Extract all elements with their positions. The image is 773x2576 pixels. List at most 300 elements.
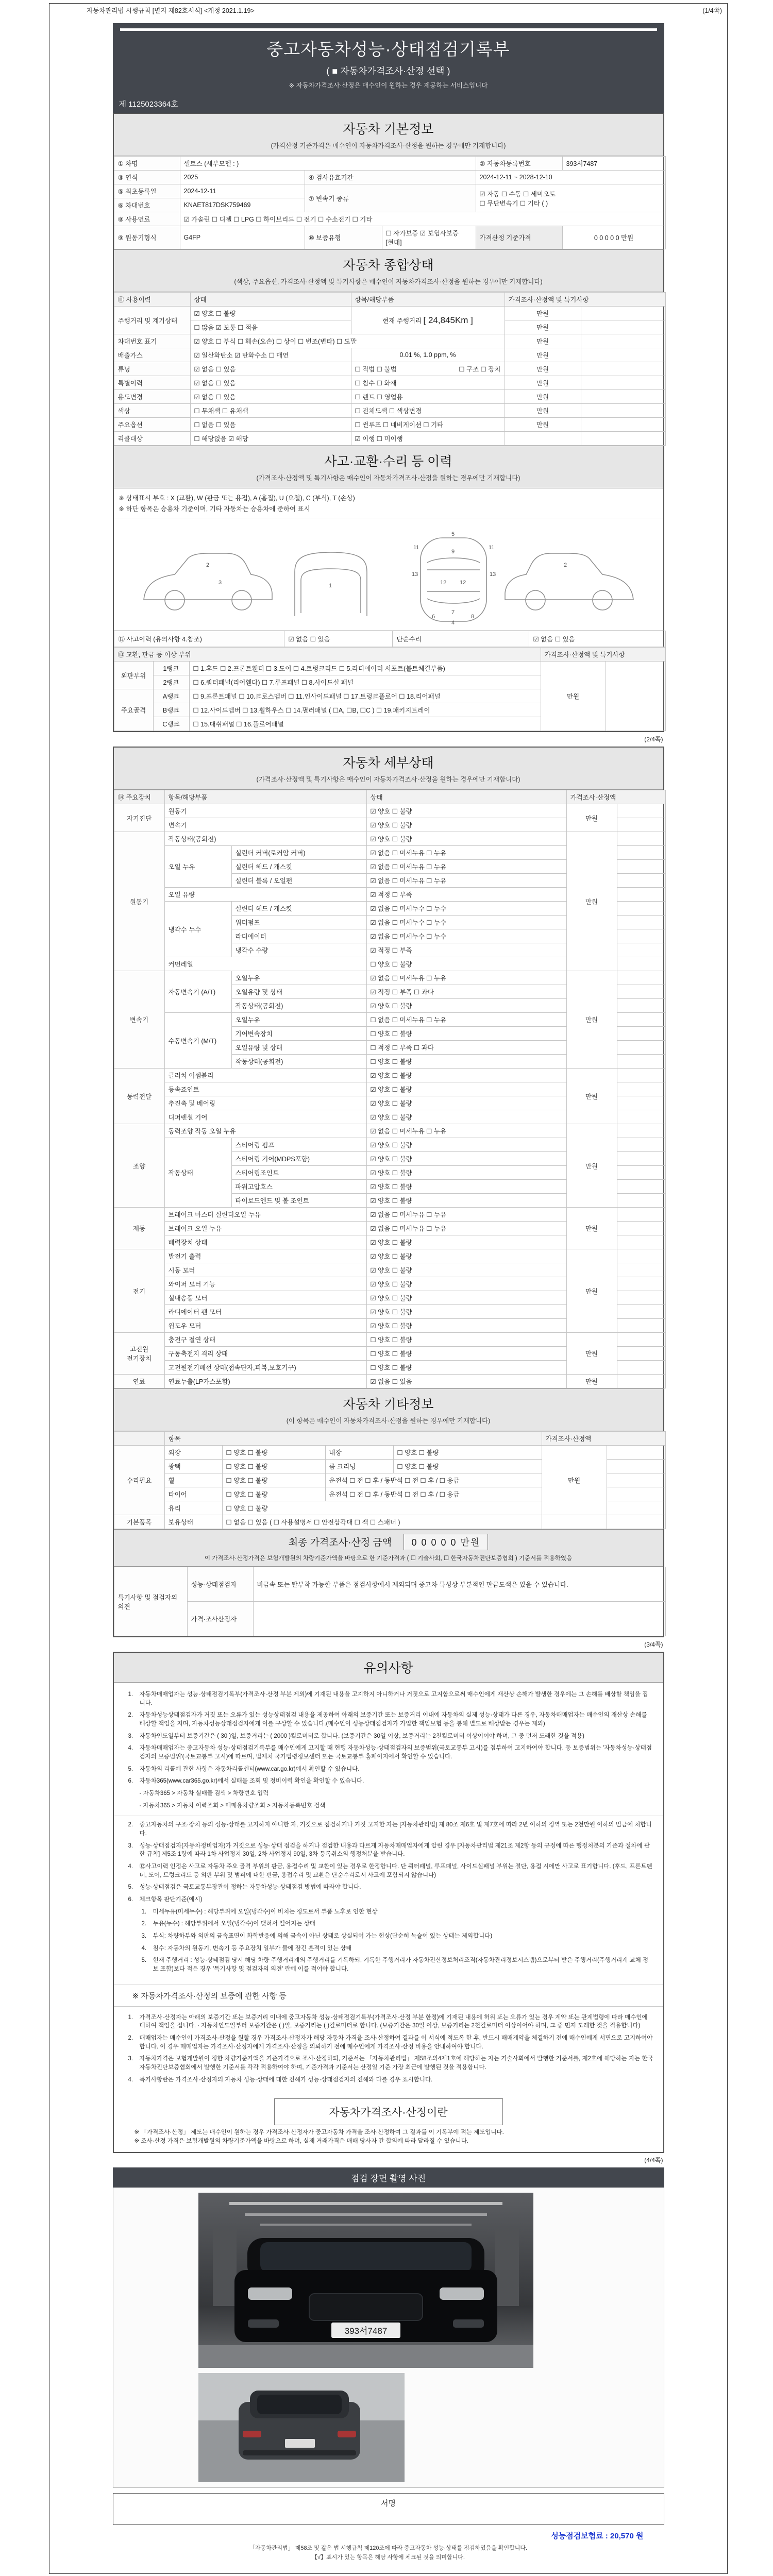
notice-block bbox=[113, 1652, 664, 2153]
notice-item-text: 자동차365(www.car365.go.kr)에서 실매물 조회 및 정비이력 확인을 확인할 수 있습니다. bbox=[139, 1778, 364, 1785]
fuel-value: ☑ 가솔린 ☐ 디젤 ☐ LPG ☐ 하이브리드 ☐ 전기 ☐ 수소전기 ☐ 기타 bbox=[180, 212, 665, 226]
inspection-photo-rear bbox=[198, 2373, 405, 2482]
footer-line-1: 「자동차관리법」 제58조 및 같은 법 시행규칙 제120조에 따라 중고자동차 성능·상태를 점검하였음을 확인합니다. bbox=[249, 2545, 528, 2551]
first-registration-value: 2024-12-11 bbox=[180, 184, 305, 198]
item-label: 외장 bbox=[164, 1446, 222, 1460]
accident-header bbox=[114, 446, 663, 488]
state-cell: ☑ 없음 ☐ 미세누유 ☐ 누유 bbox=[366, 1222, 566, 1235]
exchange-amount-header: 가격조사·산정액 및 특기사항 bbox=[541, 648, 665, 662]
remark-cell bbox=[607, 1515, 665, 1529]
notice-item-number bbox=[128, 1789, 140, 1798]
col-header: 가격조사·산정액 및 특기사항 bbox=[505, 293, 665, 307]
remark-cell bbox=[617, 846, 665, 860]
state-cell: ☑ 양호 ☐ 불량 bbox=[366, 1082, 566, 1096]
notice-item-number: 1. bbox=[141, 1908, 147, 1915]
svg-text:11: 11 bbox=[488, 545, 494, 551]
detail-row bbox=[114, 1069, 665, 1082]
item-label: 등속죠인트 bbox=[164, 1082, 366, 1096]
state-cell: ☐ 양호 ☐ 불량 bbox=[366, 1333, 566, 1347]
notice-item-text: 현재 주행거리 : 성능·상태점검 당시 해당 차량 주행거리계의 주행거리를 기록하되, 기록한 주행거리가 자동차전산정보처리조직(자동차관리정보시스템)으로부터 받은 주행거리(주행거리계 교체 정보 포함)보다 적은 경우 '특기사항 및 점검자의 의견' 란에 이를 적어야 합니다. bbox=[153, 1957, 649, 1973]
group-label: 원동기 bbox=[114, 832, 164, 971]
svg-text:7: 7 bbox=[451, 609, 455, 616]
tuning-legal: ☐ 적법 ☐ 불법 bbox=[355, 366, 397, 373]
remark-cell bbox=[617, 1305, 665, 1319]
state-cell: ☑ 없음 ☐ 미세누유 ☐ 누유 bbox=[366, 874, 566, 888]
notice-item-number: 2. bbox=[128, 2035, 133, 2042]
svg-text:4: 4 bbox=[451, 620, 455, 625]
inspector-label: 성능·상태점검자 bbox=[187, 1567, 253, 1602]
remark-cell bbox=[581, 390, 665, 404]
remark-cell bbox=[581, 404, 665, 418]
amount-cell: 만원 bbox=[542, 1446, 607, 1515]
document-title: 중고자동차성능·상태점검기록부 bbox=[266, 40, 510, 59]
remark-cell bbox=[607, 1473, 665, 1487]
detail-row bbox=[114, 832, 665, 846]
notice-item-text: 성능·상태점검자(자동차정비업자)가 거짓으로 성능·상태 점검을 하거나 점검한 내용과 다르게 자동차매매업자에게 알린 경우 [자동차관리법 제21조 제2항 등의 규정에 따른 행정처분의 기준과 절차에 관한 규칙] 제5조 1항에 따라 1차 사업정지 30일, 2차 사업정지 90일, 3차 등록취소의 행정처분을 받습니다. bbox=[139, 1842, 650, 1858]
notice-item-number: 3. bbox=[128, 1842, 133, 1849]
inspection-period-value: 2024-12-11 ~ 2028-12-10 bbox=[476, 171, 665, 184]
remark-cell bbox=[617, 804, 665, 818]
etc-note: (이 항목은 매수인이 자동차가격조사·산정을 원하는 경우에만 기재합니다) bbox=[286, 1417, 491, 1425]
notice-item-number: 3. bbox=[128, 1733, 133, 1739]
rank-label: B랭크 bbox=[153, 703, 189, 717]
mileage-value: [ 24,845Km ] bbox=[423, 315, 473, 325]
state-cell: ☐ 양호 ☐ 불량 bbox=[366, 1055, 566, 1069]
remark-cell bbox=[581, 307, 665, 320]
group-label: 자기진단 bbox=[114, 804, 164, 832]
state-cell: ☑ 없음 ☐ 미세누유 ☐ 누유 bbox=[366, 971, 566, 985]
item-label: 디퍼렌셜 기어 bbox=[164, 1110, 366, 1124]
item-label: 오일누유 bbox=[231, 971, 366, 985]
panel-items: ☐ 12.사이드멤버 ☐ 13.휠하우스 ☐ 14.필러패널 ( ☐A, ☐B, ☐C ) ☐ 19.패키지트레이 bbox=[189, 703, 541, 717]
remark-cell bbox=[617, 1027, 665, 1041]
state-cell: ☑ 없음 ☐ 미세누유 ☐ 누유 bbox=[366, 1208, 566, 1222]
row-label: 주요옵션 bbox=[114, 418, 190, 432]
remark-cell bbox=[617, 1319, 665, 1333]
state-cell: ☑ 양호 ☐ 불량 bbox=[366, 804, 566, 818]
inspection-photo-front bbox=[198, 2193, 533, 2368]
simple-repair-value: ☑ 없음 ☐ 있음 bbox=[529, 631, 665, 647]
state-cell: ☑ 적정 ☐ 부족 ☐ 과다 bbox=[366, 985, 566, 999]
remark-cell bbox=[581, 418, 665, 432]
item-label: 실린더 헤드 / 개스킷 bbox=[231, 902, 366, 916]
title-stripe bbox=[120, 28, 657, 31]
amount-cell: 만원 bbox=[505, 307, 581, 320]
amount-cell: 만원 bbox=[566, 1375, 617, 1388]
field-label: ⑥ 차대번호 bbox=[114, 198, 180, 212]
svg-text:12: 12 bbox=[459, 580, 466, 586]
accident-history-table bbox=[114, 631, 666, 647]
license-plate-text: 393서7487 bbox=[344, 2326, 387, 2336]
notice-item-text: 중고자동차의 구조·장치 등의 성능·상태를 고지하지 아니한 자, 거짓으로 점검하거나 거짓 고지한 자는 [자동차관리법] 제 80조 제6호 및 제7호에 따라 2년 이하의 징역 또는 2천만원 이하의 벌금에 처합니다. bbox=[139, 1822, 652, 1837]
item-label: 추진축 및 베어링 bbox=[164, 1096, 366, 1110]
remark-cell bbox=[617, 1263, 665, 1277]
item-label: 브레이크 마스터 실린더오일 누유 bbox=[164, 1208, 366, 1222]
item-label: 파워고압호스 bbox=[231, 1180, 366, 1194]
state-cell: ☐ 없음 ☐ 있음 ( ☐ 사용설명서 ☐ 안전삼각대 ☐ 잭 ☐ 스패너 ) bbox=[222, 1515, 542, 1529]
notice-item-number: 4. bbox=[128, 2076, 133, 2083]
state-cell: ☐ 양호 ☐ 불량 bbox=[222, 1446, 325, 1460]
state-cell: ☐ 적정 ☐ 부족 ☐ 과다 bbox=[366, 1041, 566, 1055]
field-label: ⑧ 사용연료 bbox=[114, 212, 180, 226]
state-cell: ☑ 일산화탄소 ☑ 탄화수소 ☐ 매연 bbox=[190, 348, 351, 362]
item-label: 라디에이터 bbox=[231, 929, 366, 943]
notice-item bbox=[128, 2013, 654, 2030]
remark-cell bbox=[607, 1460, 665, 1473]
table-row bbox=[114, 390, 665, 404]
table-header-row bbox=[114, 293, 665, 307]
state-cell: ☑ 없음 ☐ 미세누유 ☐ 누유 bbox=[366, 846, 566, 860]
remark-cell bbox=[581, 432, 665, 446]
overall-note: (색상, 주요옵션, 가격조사·산정액 및 특기사항은 매수인이 자동차가격조사·산정을 원하는 경우에만 기재합니다) bbox=[234, 278, 543, 285]
row-label: 튜닝 bbox=[114, 362, 190, 376]
notice-item-text: - 자동차365 > 자동차 실매물 검색 > 차량번호 입력 bbox=[139, 1790, 269, 1797]
field-label: ④ 검사유효기간 bbox=[305, 171, 476, 184]
notice-item bbox=[128, 1883, 654, 1892]
table-row bbox=[114, 432, 665, 446]
table-header-row bbox=[114, 790, 665, 804]
state-code-legend bbox=[114, 488, 663, 518]
col-header: 항목/해당부품 bbox=[164, 790, 366, 804]
notice-item-text: 가격조사·산정자는 아래의 보증기간 또는 보증거리 이내에 중고자동차 성능·상태점검기록부(가격조사·산정 부분 한정)에 기재된 내용에 허위 또는 오류가 있는 경우 계약 또는 관계법령에 따라 매수인에 대하여 책임을 집니다. · 자동차인도일부터 보증기간은 ( )일, 보증거리는 ( )킬로미터로 합니다. (보증기간은 30일 이상, 보증거리는 2천킬로미터 이상이어야 하며, 그 중 먼저 도래한 것을 적용합니다) bbox=[139, 2014, 648, 2029]
exchange-table bbox=[114, 647, 666, 731]
amount-cell: 만원 bbox=[505, 320, 581, 334]
row-label: 배출가스 bbox=[114, 348, 190, 362]
state-cell: ☑ 양호 ☐ 불량 bbox=[366, 1180, 566, 1194]
item-cell: ☐ 렌트 ☐ 영업용 bbox=[351, 390, 505, 404]
accident-note: (가격조사·산정액 및 특기사항은 매수인이 자동차가격조사·산정을 원하는 경우에만 기재합니다) bbox=[256, 474, 520, 482]
table-row bbox=[114, 1446, 665, 1460]
item-label: 내장 bbox=[325, 1446, 393, 1460]
svg-text:2: 2 bbox=[563, 562, 567, 568]
state-cell: ☑ 양호 ☐ 불량 bbox=[366, 1194, 566, 1208]
overall-table bbox=[114, 292, 666, 446]
transmission-options-1: ☑ 자동 ☐ 수동 ☐ 세미오토 bbox=[479, 190, 556, 198]
detail-note: (가격조사·산정액 및 특기사항은 매수인이 자동차가격조사·산정을 원하는 경우에만 기재합니다) bbox=[256, 776, 520, 783]
rank-label: A랭크 bbox=[153, 689, 189, 703]
item-label: 커먼레일 bbox=[164, 957, 366, 971]
remark-cell bbox=[606, 662, 665, 731]
state-cell: ☑ 없음 ☐ 있음 bbox=[366, 1375, 566, 1388]
remark-cell bbox=[617, 1375, 665, 1388]
table-row bbox=[114, 662, 665, 675]
remark-cell bbox=[617, 1235, 665, 1249]
notice-header bbox=[114, 1653, 663, 1683]
notice-item bbox=[128, 1842, 654, 1859]
notice-item-number bbox=[128, 1802, 140, 1810]
remark-cell bbox=[617, 1166, 665, 1180]
remark-cell bbox=[607, 1487, 665, 1501]
remark-cell bbox=[617, 1055, 665, 1069]
field-label: ⑦ 변속기 종류 bbox=[305, 184, 476, 212]
item-label: 시동 모터 bbox=[164, 1263, 366, 1277]
pricing-note-1: ※ 「가격조사·산정」 제도는 매수인이 원하는 경우 가격조사·산정자가 중고자동차 가격을 조사·산정하여 그 결과를 이 기록부에 적는 제도입니다. bbox=[134, 2129, 504, 2136]
state-cell: ☑ 적정 ☐ 부족 bbox=[366, 943, 566, 957]
notice-item-text: 매매업자는 매수인이 가격조사·산정을 원할 경우 가격조사·산정자가 해당 자동차 가격을 조사·산정하여 결과를 이 서식에 적도록 한 후, 반드시 매매계약을 체결하기 전에 매수인에게 서면으로 고지하여야 합니다. 이 경우 매매업자는 가격조사·산정자에게 가격조사·산정을 의뢰하기 전에 매수인에게 가격조사·산정 비용을 안내하여야 합니다. bbox=[139, 2035, 653, 2050]
row-label: 차대번호 표기 bbox=[114, 334, 190, 348]
guarantee-items bbox=[114, 2007, 663, 2090]
item-label: 보유상태 bbox=[164, 1515, 222, 1529]
remark-cell bbox=[617, 1013, 665, 1027]
amount-cell: 만원 bbox=[566, 1333, 617, 1375]
remark-cell bbox=[617, 1291, 665, 1305]
svg-text:5: 5 bbox=[451, 531, 455, 537]
notice-item-number: 1. bbox=[128, 1691, 133, 1698]
page-marker-1: (1/4쪽) bbox=[702, 7, 722, 14]
table-row bbox=[114, 1602, 665, 1636]
tire-positions: 운전석 ☐ 전 ☐ 후 / 동반석 ☐ 전 ☐ 후 / ☐ 응급 bbox=[325, 1487, 542, 1501]
field-label: ⑩ 보증유형 bbox=[305, 226, 382, 249]
item-label: 워터펌프 bbox=[231, 916, 366, 929]
table-header-row bbox=[114, 648, 665, 662]
page-marker-3: (3/4쪽) bbox=[644, 1641, 663, 1648]
notice-item bbox=[142, 1920, 654, 1928]
table-row bbox=[114, 1515, 665, 1529]
group-label: 기본품목 bbox=[114, 1515, 164, 1529]
item-label: 타이어 bbox=[164, 1487, 222, 1501]
engine-type-value: G4FP bbox=[180, 226, 305, 249]
remark-cell bbox=[617, 1277, 665, 1291]
item-label: 룸 크리닝 bbox=[325, 1460, 393, 1473]
notice-item bbox=[142, 1932, 654, 1941]
remark-cell bbox=[617, 1082, 665, 1096]
photo-section bbox=[113, 2188, 664, 2488]
notice-item-text: 자동차가격은 보험개발원이 정한 차량기준가액을 기준가격으로 조사·산정하되, 기준서는 「자동차관리법」 제58조의4제1호에 해당하는 자는 기술사회에서 발행한 기준서를, 제2호에 해당하는 자는 한국자동차진단보증협회에서 발행한 기준서를 각각 적용하여야 하며, 기준가격과 기준서는 산정일 기준 가장 최근에 발행된 것을 적용합니다. bbox=[139, 2056, 653, 2071]
item-label: 클러치 어셈블리 bbox=[164, 1069, 366, 1082]
item-label: 광택 bbox=[164, 1460, 222, 1473]
opinion-label: 특기사항 및 점검자의 의견 bbox=[114, 1567, 187, 1636]
item-label: 실린더 블록 / 오일팬 bbox=[231, 874, 366, 888]
form-reference: 자동차관리법 시행규칙 [별지 제82호서식] <개정 2021.1.19> bbox=[87, 7, 255, 14]
basic-info-header bbox=[114, 114, 663, 156]
item-label: 기어변속장치 bbox=[231, 1027, 366, 1041]
state-cell: ☑ 적정 ☐ 부족 bbox=[366, 888, 566, 902]
item-label: 원동기 bbox=[164, 804, 366, 818]
remark-cell bbox=[617, 999, 665, 1013]
notice-item-number: 5. bbox=[141, 1957, 147, 1964]
warranty-type-value: ☐ 자가보증 ☑ 보험사보증 [현대] bbox=[382, 226, 476, 249]
svg-text:11: 11 bbox=[413, 545, 419, 551]
item-cell: ☑ 이행 ☐ 미이행 bbox=[351, 432, 505, 446]
accident-title: 사고·교환·수리 등 이력 bbox=[324, 454, 452, 469]
amount-cell: 만원 bbox=[505, 334, 581, 348]
transmission-options-2: ☐ 무단변속기 ☐ 기타 ( ) bbox=[479, 199, 548, 207]
document-subtitle: ( ■ 자동차가격조사·산정 선택 ) bbox=[326, 66, 450, 76]
title-block bbox=[113, 23, 664, 95]
notice-item-text: 체크항목 판단기준(예시) bbox=[139, 1896, 203, 1903]
wheel-positions: 운전석 ☐ 전 ☐ 후 / 동반석 ☐ 전 ☐ 후 / ☐ 응급 bbox=[325, 1473, 542, 1487]
signature-box bbox=[113, 2493, 664, 2525]
notice-item-number: 2. bbox=[128, 1822, 133, 1828]
state-cell: ☐ 양호 ☐ 불량 bbox=[393, 1446, 542, 1460]
remark-cell bbox=[617, 1138, 665, 1152]
mileage-cell bbox=[351, 307, 505, 334]
table-row bbox=[114, 348, 665, 362]
remark-cell bbox=[617, 929, 665, 943]
notice-item-number: 5. bbox=[128, 1766, 133, 1772]
accident-history-value: ☑ 없음 ☐ 있음 bbox=[284, 631, 392, 647]
state-cell: ☐ 해당없음 ☑ 해당 bbox=[190, 432, 351, 446]
state-cell: ☑ 양호 ☐ 불량 bbox=[366, 1263, 566, 1277]
registration-number-value: 393서7487 bbox=[562, 157, 665, 171]
state-cell: ☑ 없음 ☐ 있음 bbox=[190, 376, 351, 390]
table-row bbox=[114, 307, 665, 320]
svg-text:13: 13 bbox=[411, 571, 418, 578]
final-price-note: 이 가격조사·산정가격은 보험개발원의 차량기준가액을 바탕으로 한 기준가격과 ( ☐ 기술사회, ☐ 한국자동차진단보증협회 ) 기준서를 적용하였음 bbox=[204, 1555, 573, 1562]
svg-text:6: 6 bbox=[431, 614, 435, 620]
table-row bbox=[114, 418, 665, 432]
overall-header bbox=[114, 249, 663, 292]
group-label: 변속기 bbox=[114, 971, 164, 1069]
amount-cell: 만원 bbox=[566, 971, 617, 1069]
group-label: 연료 bbox=[114, 1375, 164, 1388]
item-label: 오일 누유 bbox=[164, 846, 231, 888]
remark-cell bbox=[617, 1041, 665, 1055]
appraiser-label: 가격·조사산정자 bbox=[187, 1602, 253, 1636]
amount-cell: 만원 bbox=[566, 1124, 617, 1208]
notice-item-number: 3. bbox=[128, 2056, 133, 2062]
col-header: 가격조사·산정액 bbox=[542, 1432, 665, 1446]
etc-table bbox=[114, 1431, 666, 1529]
amount-cell: 만원 bbox=[541, 662, 606, 731]
basic-info-table bbox=[114, 156, 666, 249]
pricing-definition-box bbox=[274, 2098, 503, 2125]
item-label: 작동상태(공회전) bbox=[231, 999, 366, 1013]
signature-label: 서명 bbox=[381, 2499, 396, 2508]
amount-cell: 만원 bbox=[505, 376, 581, 390]
document-frame bbox=[49, 3, 728, 2574]
item-cell: ☐ 전체도색 ☐ 색상변경 bbox=[351, 404, 505, 418]
notice-item bbox=[128, 1732, 654, 1741]
remark-cell bbox=[617, 874, 665, 888]
state-cell: ☑ 없음 ☐ 미세누수 ☐ 누수 bbox=[366, 916, 566, 929]
group-label: 전기 bbox=[114, 1249, 164, 1333]
notice-item-text: 특기사항란은 가격조사·산정자의 자동차 성능·상태에 대한 견해가 성능·상태점검자의 견해와 다를 경우 표시합니다. bbox=[139, 2076, 433, 2083]
notice-item bbox=[128, 1821, 654, 1838]
model-year-value: 2025 bbox=[180, 171, 305, 184]
notice-item bbox=[128, 2076, 654, 2084]
exchange-header: ⑬ 교환, 판금 등 이상 부위 bbox=[114, 648, 541, 662]
guarantee-header: ※ 자동차가격조사·산정의 보증에 관한 사항 등 bbox=[114, 1985, 663, 2007]
remark-cell bbox=[617, 1249, 665, 1263]
remark-cell bbox=[607, 1446, 665, 1460]
item-label: 오일누유 bbox=[231, 1013, 366, 1027]
item-label: 변속기 bbox=[164, 818, 366, 832]
remark-cell bbox=[617, 1208, 665, 1222]
state-cell: ☑ 양호 ☐ 불량 bbox=[366, 999, 566, 1013]
item-label: 오일유량 및 상태 bbox=[231, 1041, 366, 1055]
field-label: ① 차명 bbox=[114, 157, 180, 171]
state-cell: ☑ 없음 ☐ 있음 bbox=[190, 390, 351, 404]
item-label: 배력장치 상태 bbox=[164, 1235, 366, 1249]
state-cell: ☐ 많음 ☑ 보통 ☐ 적음 bbox=[190, 320, 351, 334]
panel-items: ☐ 9.프론트패널 ☐ 10.크로스멤버 ☐ 11.인사이드패널 ☐ 17.트렁크플로어 ☐ 18.리어패널 bbox=[189, 689, 541, 703]
state-cell: ☑ 양호 ☐ 불량 bbox=[366, 1152, 566, 1166]
item-label: 냉각수 누수 bbox=[164, 902, 231, 957]
notice-item-number: 1. bbox=[128, 2014, 133, 2021]
field-label: ⑨ 원동기형식 bbox=[114, 226, 180, 249]
item-label: 자동변속기 (A/T) bbox=[164, 971, 231, 1013]
col-header: ⑪ 사용이력 bbox=[114, 293, 190, 307]
final-price-label: 최종 가격조사·산정 금액 bbox=[288, 1537, 392, 1548]
state-cell: ☑ 양호 ☐ 불량 bbox=[366, 1291, 566, 1305]
notice-item bbox=[128, 2055, 654, 2072]
state-cell: ☐ 양호 ☐ 불량 bbox=[366, 1027, 566, 1041]
item-label: 수동변속기 (M/T) bbox=[164, 1013, 231, 1069]
document-title-note: ※ 자동차가격조사·산정은 매수인이 원하는 경우 제공하는 서비스입니다 bbox=[289, 82, 488, 89]
notice-item-text: 성능·상태점검은 국토교통부장관이 정하는 자동차성능·상태점검 방법에 따라야 합니다. bbox=[139, 1884, 361, 1891]
item-label: 스티어링조인트 bbox=[231, 1166, 366, 1180]
basic-info-note: (가격산정 기준가격은 매수인이 자동차가격조사·산정을 원하는 경우에만 기재합니다) bbox=[271, 142, 506, 149]
state-cell: ☐ 양호 ☐ 불량 bbox=[366, 1361, 566, 1375]
group-label: 주요골격 bbox=[114, 689, 153, 731]
page1-block bbox=[113, 113, 664, 732]
remark-cell bbox=[617, 1222, 665, 1235]
amount-cell: 만원 bbox=[566, 832, 617, 971]
remark-cell bbox=[617, 1347, 665, 1361]
table-row bbox=[114, 362, 665, 376]
notice-item-text: 자동차인도일부터 보증기간은 ( 30 )일, 보증거리는 ( 2000 )킬로미터로 합니다. (보증기간은 30일 이상, 보증거리는 2천킬로미터 이상이어야 하며, 그 중 먼저 도래한 것을 적용) bbox=[139, 1733, 584, 1739]
table-row bbox=[114, 334, 665, 348]
notice-item bbox=[142, 1956, 654, 1973]
state-cell: ☐ 양호 ☐ 불량 bbox=[222, 1487, 325, 1501]
remark-cell bbox=[617, 1069, 665, 1082]
notice-item-number: 2. bbox=[128, 1712, 133, 1719]
table-row bbox=[114, 1567, 665, 1602]
svg-text:2: 2 bbox=[206, 562, 209, 568]
state-cell: ☑ 없음 ☐ 미세누유 ☐ 누유 bbox=[366, 860, 566, 874]
remark-cell bbox=[617, 1152, 665, 1166]
notice-item-text: 자동차의 리콜에 관한 사항은 자동차리콜센터(www.car.go.kr)에서 확인할 수 있습니다. bbox=[139, 1766, 360, 1772]
notice-item-number: 3. bbox=[141, 1933, 147, 1940]
final-price-band bbox=[114, 1529, 663, 1567]
page-marker-2: (2/4쪽) bbox=[644, 736, 663, 743]
item-label: 구동축전지 격리 상태 bbox=[164, 1347, 366, 1361]
notice-item bbox=[128, 1862, 654, 1879]
notice-item-number: 4. bbox=[141, 1945, 147, 1952]
item-label: 윈도우 모터 bbox=[164, 1319, 366, 1333]
field-label: ⑤ 최초등록일 bbox=[114, 184, 180, 198]
svg-text:8: 8 bbox=[470, 614, 474, 620]
item-label: 유리 bbox=[164, 1501, 222, 1515]
item-label: 연료누출(LP가스포함) bbox=[164, 1375, 366, 1388]
legend-line-2: ※ 하단 항목은 승용차 기준이며, 기타 자동차는 승용차에 준하여 표시 bbox=[119, 505, 310, 513]
item-label: 실린더 헤드 / 개스킷 bbox=[231, 860, 366, 874]
table-row bbox=[114, 376, 665, 390]
remark-cell bbox=[617, 985, 665, 999]
notice-item-text: - 자동차365 > 자동차 이력조회 > 매매용차량조회 > 자동차등록번호 검색 bbox=[139, 1802, 326, 1809]
state-cell: ☐ 양호 ☐ 불량 bbox=[222, 1473, 325, 1487]
black-suv-front bbox=[234, 2238, 497, 2342]
notice-item-text: 부식: 차량하부와 외판의 금속표면이 화학반응에 의해 금속이 아닌 상태로 상실되어 가는 현상(단순히 녹슬어 있는 상태는 제외합니다) bbox=[153, 1933, 493, 1940]
remark-cell bbox=[617, 860, 665, 874]
state-cell: ☑ 양호 ☐ 불량 bbox=[366, 1319, 566, 1333]
amount-cell: 만원 bbox=[566, 804, 617, 832]
notice-part1 bbox=[114, 1683, 663, 1816]
remark-cell bbox=[617, 818, 665, 832]
remark-cell bbox=[617, 902, 665, 916]
detail-row bbox=[114, 804, 665, 818]
group-label: 조향 bbox=[114, 1124, 164, 1208]
table-row bbox=[114, 184, 665, 198]
item-label: 고전원전기배선 상태(접속단자,피복,보호기구) bbox=[164, 1361, 366, 1375]
footer-line-2: 【√】표시가 있는 항목은 해당 사항에 체크된 것을 의미합니다. bbox=[312, 2554, 465, 2561]
remark-cell bbox=[581, 348, 665, 362]
suv-rear-view bbox=[239, 2391, 360, 2460]
notice-item bbox=[128, 2034, 654, 2051]
col-header bbox=[114, 1432, 164, 1446]
notice-item bbox=[128, 1802, 654, 1810]
